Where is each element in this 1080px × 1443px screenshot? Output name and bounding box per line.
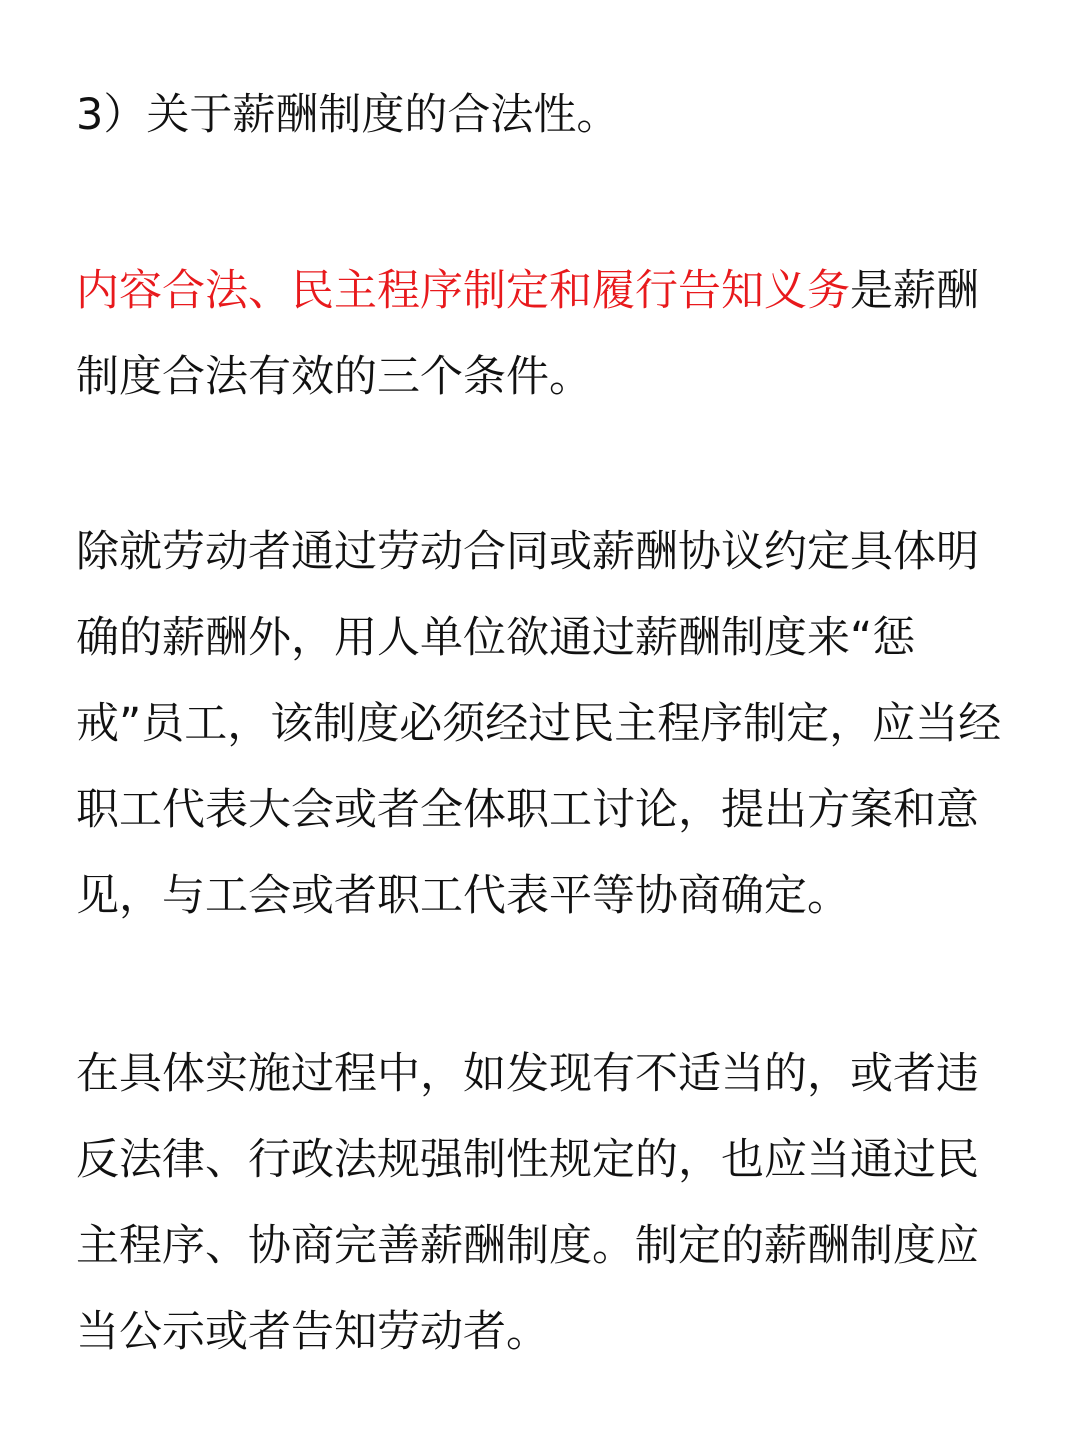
section-heading: 3）关于薪酬制度的合法性。 bbox=[76, 90, 620, 140]
implementation-paragraph: 在具体实施过程中，如发现有不适当的，或者违反法律、行政法规强制性规定的，也应当通过民主程序、协商完善薪酬制度。制定的薪酬制度应当公示或者告知劳动者。 bbox=[76, 1049, 979, 1357]
democratic-procedure-paragraph: 除就劳动者通过劳动合同或薪酬协议约定具体明确的薪酬外，用人单位欲通过薪酬制度来“惩戒”员工，该制度必须经过民主程序制定，应当经职工代表大会或者全体职工讨论，提出方案和意见，与工会或者职工代表平等协商确定。 bbox=[76, 527, 1002, 921]
conditions-rest: 是薪酬制度合法有效的三个条件。 bbox=[76, 266, 979, 402]
conditions-paragraph bbox=[76, 248, 1004, 420]
conditions-highlight: 内容合法、民主程序制定和履行告知义务 bbox=[76, 266, 850, 316]
